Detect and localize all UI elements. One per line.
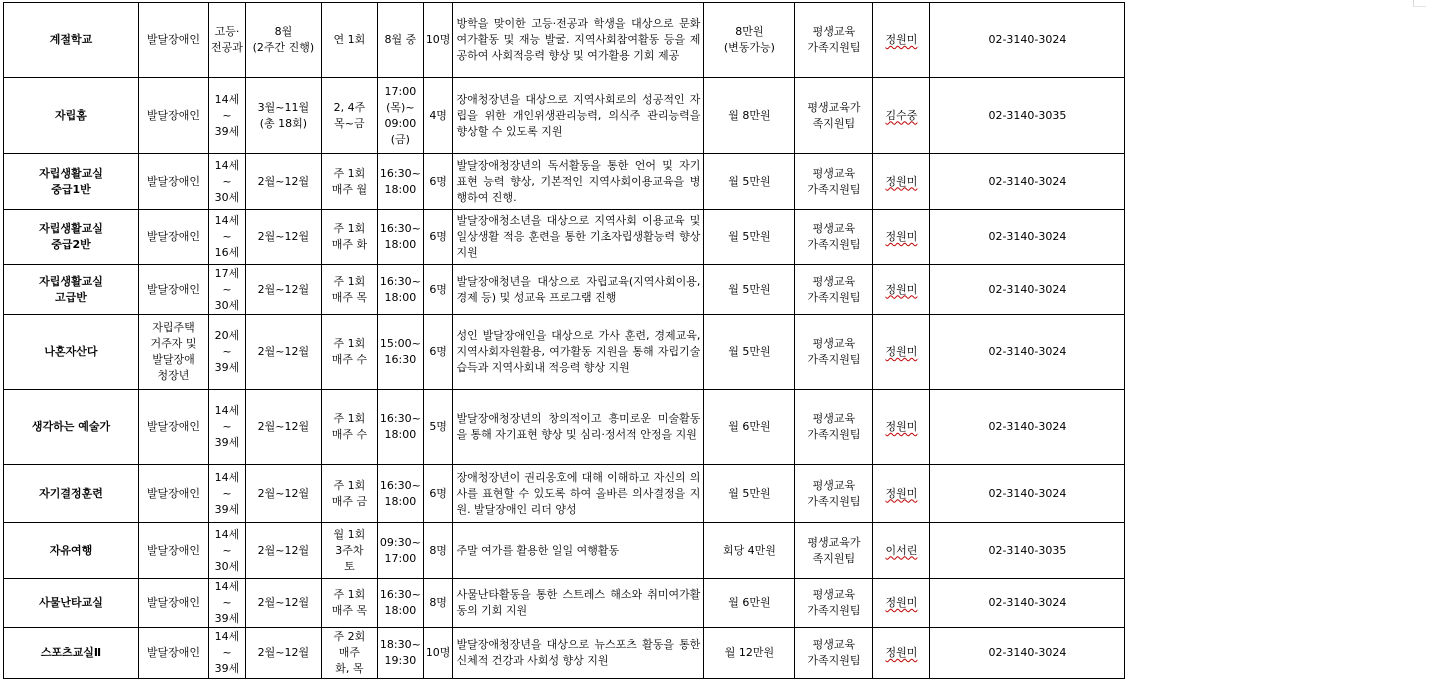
program-name-cell: 나혼자산다 [4, 315, 139, 390]
manager-cell: 정원미 [873, 265, 930, 315]
period-cell: 2월~12월 [245, 210, 321, 265]
phone-cell: 02-3140-3024 [930, 265, 1125, 315]
capacity-cell: 6명 [423, 210, 453, 265]
fee-cell: 월 8만원 [704, 78, 795, 154]
time-cell: 15:00~ 16:30 [377, 315, 423, 390]
manager-cell: 정원미 [873, 154, 930, 210]
table-row [4, 315, 1125, 390]
department-cell: 평생교육 가족지원팀 [795, 390, 873, 465]
target-group-cell: 발달장애인 [139, 465, 209, 523]
age-range-cell: 17세~ 30세 [209, 265, 246, 315]
age-range-cell: 14세~ 30세 [209, 523, 246, 579]
frequency-cell: 주 2회 매주 화, 목 [321, 628, 377, 679]
target-group-cell: 발달장애인 [139, 3, 209, 78]
program-name-cell: 자립생활교실 중급1반 [4, 154, 139, 210]
fee-cell: 월 5만원 [704, 265, 795, 315]
fee-cell: 월 6만원 [704, 390, 795, 465]
period-cell: 2월~12월 [245, 265, 321, 315]
manager-cell: 정원미 [873, 390, 930, 465]
fee-cell: 월 5만원 [704, 315, 795, 390]
capacity-cell: 6명 [423, 465, 453, 523]
target-group-cell: 발달장애인 [139, 579, 209, 628]
table-row [4, 465, 1125, 523]
table-row [4, 210, 1125, 265]
phone-cell: 02-3140-3035 [930, 78, 1125, 154]
program-name-cell: 계절학교 [4, 3, 139, 78]
phone-cell: 02-3140-3035 [930, 523, 1125, 579]
period-cell: 8월 (2주간 진행) [245, 3, 321, 78]
time-cell: 16:30~ 18:00 [377, 390, 423, 465]
description-cell: 발달장애청소년을 대상으로 지역사회 이용교육 및 일상생활 적응 훈련을 통한 기초자립생활능력 향상 지원 [453, 210, 704, 265]
manager-cell: 김수중 [873, 78, 930, 154]
fee-cell: 월 12만원 [704, 628, 795, 679]
frequency-cell: 주 1회 매주 금 [321, 465, 377, 523]
program-name-cell: 자립생활교실 중급2반 [4, 210, 139, 265]
department-cell: 평생교육 가족지원팀 [795, 628, 873, 679]
fee-cell: 월 5만원 [704, 154, 795, 210]
age-range-cell: 14세~ 16세 [209, 210, 246, 265]
time-cell: 16:30~ 18:00 [377, 265, 423, 315]
program-name-cell: 사물난타교실 [4, 579, 139, 628]
time-cell: 16:30~ 18:00 [377, 465, 423, 523]
description-cell: 발달장애청장년의 창의적이고 흥미로운 미술활동을 통해 자기표현 향상 및 심리·정서적 안정을 지원 [453, 390, 704, 465]
manager-cell: 정원미 [873, 210, 930, 265]
time-cell: 16:30~ 18:00 [377, 210, 423, 265]
department-cell: 평생교육 가족지원팀 [795, 210, 873, 265]
manager-cell: 정원미 [873, 579, 930, 628]
description-cell: 발달장애청장년의 독서활동을 통한 언어 및 자기 표현 능력 향상, 기본적인 지역사회이용교육을 병행하여 진행. [453, 154, 704, 210]
capacity-cell: 4명 [423, 78, 453, 154]
frequency-cell: 주 1회 매주 월 [321, 154, 377, 210]
capacity-cell: 6명 [423, 265, 453, 315]
capacity-cell: 10명 [423, 628, 453, 679]
table-row [4, 154, 1125, 210]
program-table [3, 2, 1125, 679]
department-cell: 평생교육 가족지원팀 [795, 579, 873, 628]
phone-cell: 02-3140-3024 [930, 154, 1125, 210]
description-cell: 방학을 맞이한 고등·전공과 학생을 대상으로 문화여가활동 및 재능 발굴. 지역사회참여활동 등을 제공하여 사회적응력 향상 및 여가활용 기회 제공 [453, 3, 704, 78]
frequency-cell: 주 1회 매주 목 [321, 579, 377, 628]
table-row [4, 579, 1125, 628]
program-name-cell: 자기결정훈련 [4, 465, 139, 523]
description-cell: 장애청장년을 대상으로 지역사회로의 성공적인 자립을 위한 개인위생관리능력, 의식주 관리능력을 향상할 수 있도록 지원 [453, 78, 704, 154]
age-range-cell: 14세~ 39세 [209, 579, 246, 628]
target-group-cell: 발달장애인 [139, 523, 209, 579]
manager-cell: 정원미 [873, 315, 930, 390]
frequency-cell: 연 1회 [321, 3, 377, 78]
department-cell: 평생교육 가족지원팀 [795, 3, 873, 78]
target-group-cell: 발달장애인 [139, 265, 209, 315]
table-row [4, 390, 1125, 465]
time-cell: 16:30~ 18:00 [377, 154, 423, 210]
period-cell: 2월~12월 [245, 628, 321, 679]
phone-cell: 02-3140-3024 [930, 465, 1125, 523]
frequency-cell: 2, 4주 목~금 [321, 78, 377, 154]
program-name-cell: 자유여행 [4, 523, 139, 579]
time-cell: 17:00 (목)~ 09:00 (금) [377, 78, 423, 154]
age-range-cell: 고등·전공과 [209, 3, 246, 78]
frequency-cell: 주 1회 매주 수 [321, 390, 377, 465]
program-name-cell: 자립홈 [4, 78, 139, 154]
age-range-cell: 14세~ 39세 [209, 390, 246, 465]
manager-cell: 이서린 [873, 523, 930, 579]
table-row [4, 3, 1125, 78]
frequency-cell: 주 1회 매주 화 [321, 210, 377, 265]
capacity-cell: 5명 [423, 390, 453, 465]
target-group-cell: 발달장애인 [139, 154, 209, 210]
department-cell: 평생교육 가족지원팀 [795, 265, 873, 315]
frequency-cell: 월 1회 3주차 토 [321, 523, 377, 579]
program-name-cell: 스포츠교실Ⅱ [4, 628, 139, 679]
fee-cell: 월 5만원 [704, 465, 795, 523]
manager-cell: 정원미 [873, 465, 930, 523]
page-corner-mark [1413, 0, 1426, 7]
description-cell: 발달장애청년을 대상으로 자립교육(지역사회이용, 경제 등) 및 성교육 프로그램 진행 [453, 265, 704, 315]
phone-cell: 02-3140-3024 [930, 210, 1125, 265]
description-cell: 장애청장년이 권리옹호에 대해 이해하고 자신의 의사를 표현할 수 있도록 하여 올바른 의사결정을 지원. 발달장애인 리더 양성 [453, 465, 704, 523]
frequency-cell: 주 1회 매주 수 [321, 315, 377, 390]
period-cell: 2월~12월 [245, 390, 321, 465]
capacity-cell: 6명 [423, 315, 453, 390]
program-name-cell: 생각하는 예술가 [4, 390, 139, 465]
period-cell: 2월~12월 [245, 465, 321, 523]
frequency-cell: 주 1회 매주 목 [321, 265, 377, 315]
table-row [4, 265, 1125, 315]
table-row [4, 523, 1125, 579]
description-cell: 주말 여가를 활용한 일일 여행활동 [453, 523, 704, 579]
period-cell: 2월~12월 [245, 154, 321, 210]
time-cell: 16:30~ 18:00 [377, 579, 423, 628]
age-range-cell: 14세~ 39세 [209, 465, 246, 523]
capacity-cell: 8명 [423, 523, 453, 579]
fee-cell: 회당 4만원 [704, 523, 795, 579]
phone-cell: 02-3140-3024 [930, 628, 1125, 679]
time-cell: 09:30~ 17:00 [377, 523, 423, 579]
program-name-cell: 자립생활교실 고급반 [4, 265, 139, 315]
department-cell: 평생교육 가족지원팀 [795, 315, 873, 390]
time-cell: 18:30~ 19:30 [377, 628, 423, 679]
phone-cell: 02-3140-3024 [930, 315, 1125, 390]
target-group-cell: 발달장애인 [139, 390, 209, 465]
fee-cell: 8만원 (변동가능) [704, 3, 795, 78]
target-group-cell: 발달장애인 [139, 628, 209, 679]
age-range-cell: 14세~ 30세 [209, 154, 246, 210]
period-cell: 2월~12월 [245, 579, 321, 628]
department-cell: 평생교육 가족지원팀 [795, 465, 873, 523]
period-cell: 2월~12월 [245, 315, 321, 390]
age-range-cell: 20세~ 39세 [209, 315, 246, 390]
description-cell: 성인 발달장애인을 대상으로 가사 훈련, 경제교육, 지역사회자원활용, 여가활동 지원을 통해 자립기술 습득과 지역사회내 적응력 향상 지원 [453, 315, 704, 390]
target-group-cell: 발달장애인 [139, 78, 209, 154]
department-cell: 평생교육가 족지원팀 [795, 78, 873, 154]
capacity-cell: 10명 [423, 3, 453, 78]
target-group-cell: 발달장애인 [139, 210, 209, 265]
description-cell: 발달장애청장년을 대상으로 뉴스포츠 활동을 통한 신체적 건강과 사회성 향상 지원 [453, 628, 704, 679]
table-row [4, 628, 1125, 679]
capacity-cell: 8명 [423, 579, 453, 628]
target-group-cell: 자립주택 거주자 및 발달장애 청장년 [139, 315, 209, 390]
age-range-cell: 14세~ 39세 [209, 78, 246, 154]
period-cell: 3월~11월 (총 18회) [245, 78, 321, 154]
phone-cell: 02-3140-3024 [930, 579, 1125, 628]
period-cell: 2월~12월 [245, 523, 321, 579]
table-row [4, 78, 1125, 154]
department-cell: 평생교육가 족지원팀 [795, 523, 873, 579]
department-cell: 평생교육 가족지원팀 [795, 154, 873, 210]
phone-cell: 02-3140-3024 [930, 390, 1125, 465]
time-cell: 8월 중 [377, 3, 423, 78]
capacity-cell: 6명 [423, 154, 453, 210]
age-range-cell: 14세~ 39세 [209, 628, 246, 679]
manager-cell: 정원미 [873, 3, 930, 78]
manager-cell: 정원미 [873, 628, 930, 679]
phone-cell: 02-3140-3024 [930, 3, 1125, 78]
program-rows [4, 3, 1125, 679]
fee-cell: 월 5만원 [704, 210, 795, 265]
description-cell: 사물난타활동을 통한 스트레스 해소와 취미여가활동의 기회 지원 [453, 579, 704, 628]
fee-cell: 월 6만원 [704, 579, 795, 628]
